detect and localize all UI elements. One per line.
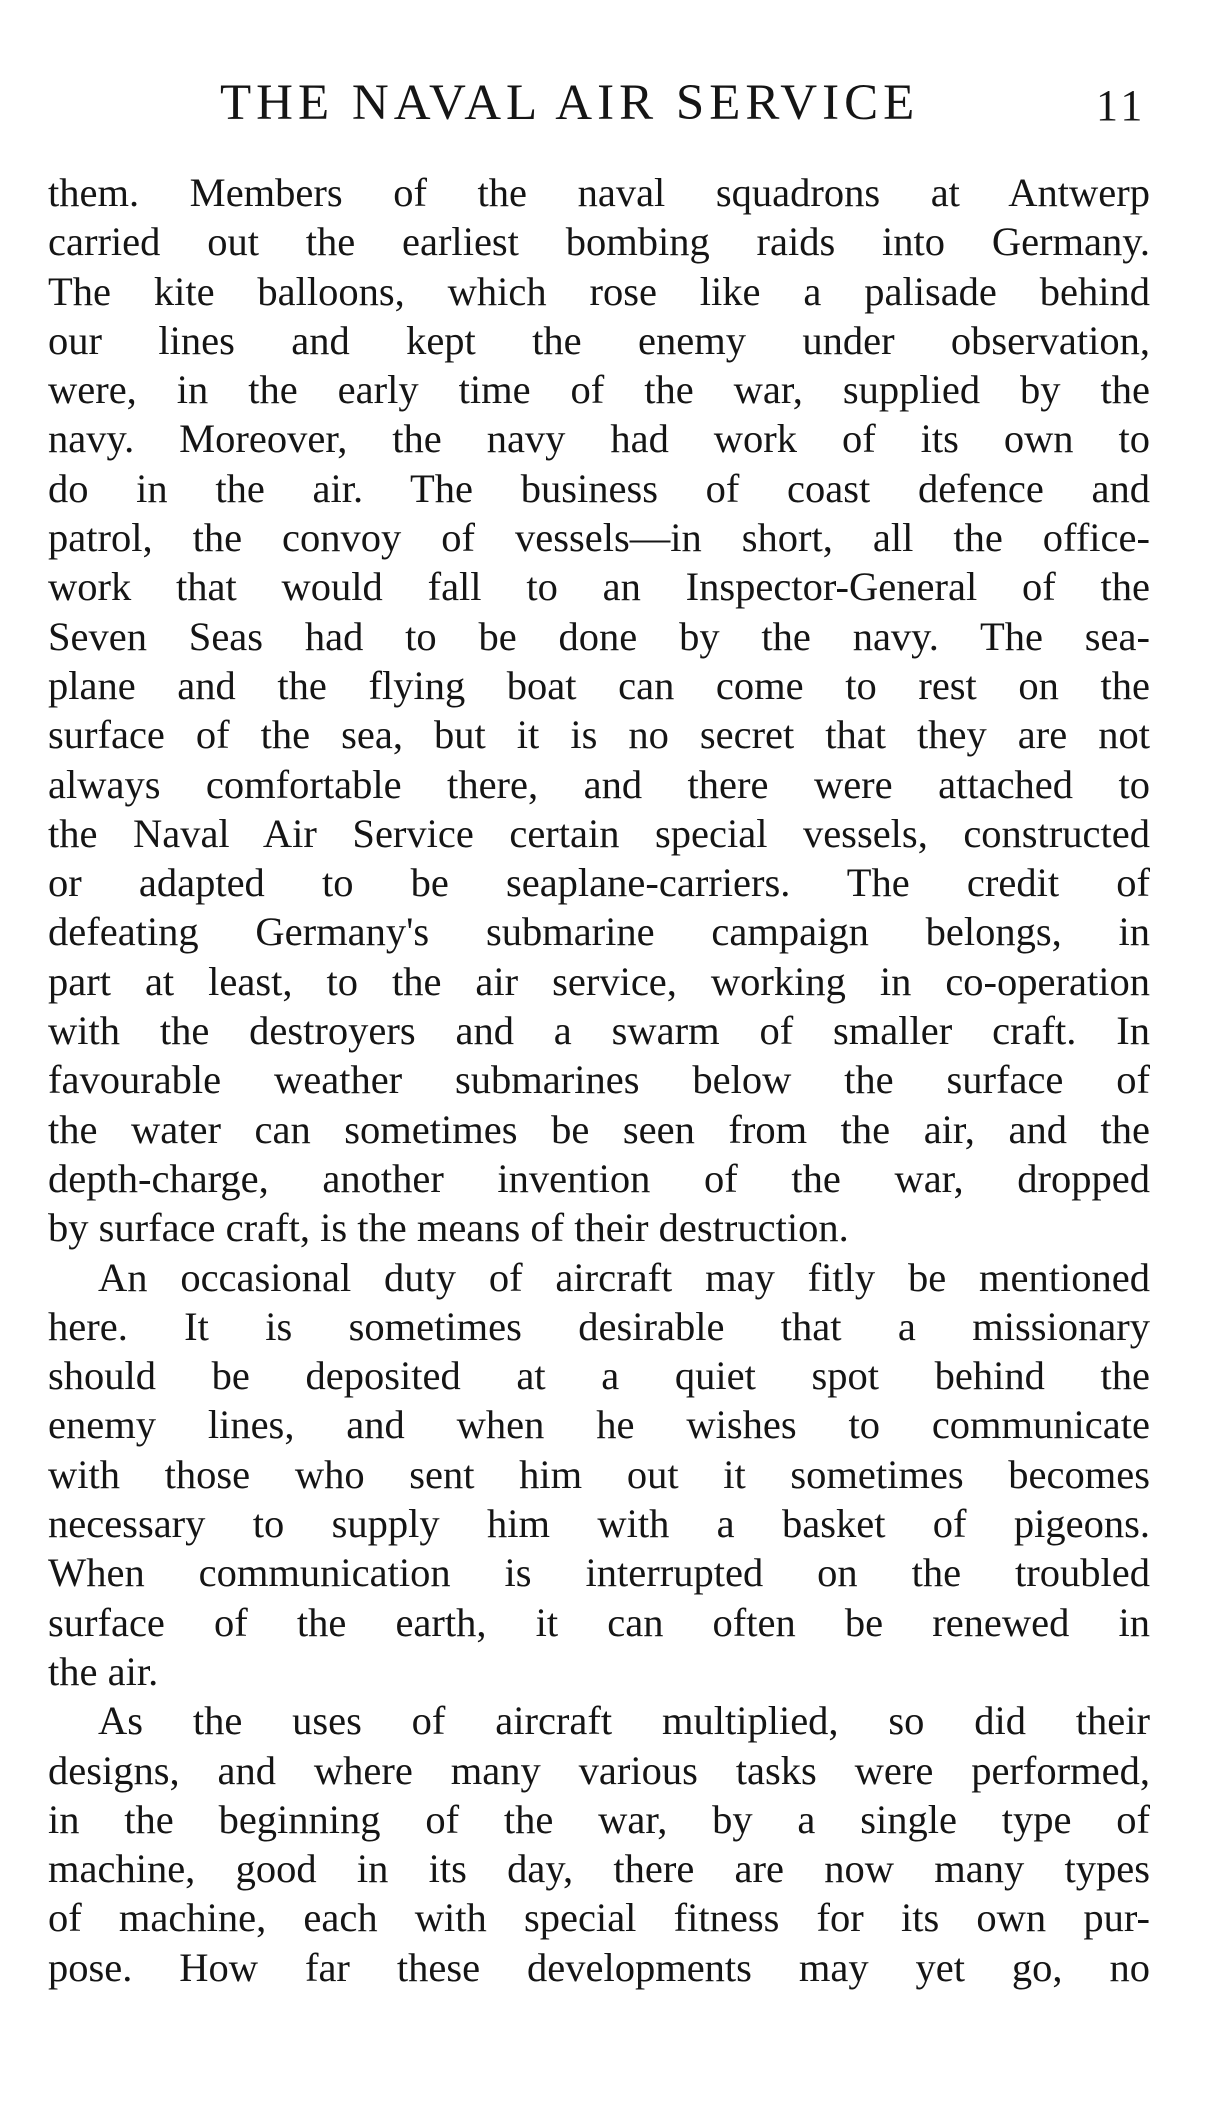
text-line: the air.: [48, 1648, 159, 1694]
text-line: them. Members of the naval squadrons at Antwerp: [48, 170, 1150, 215]
text-line: of machine, each with special fitness for its own pur-: [48, 1895, 1150, 1941]
text-line: here. It is sometimes desirable that a missionary: [48, 1303, 1150, 1349]
text-line: favourable weather submarines below the surface of: [48, 1057, 1150, 1103]
paragraph-first-line: An occasional duty of aircraft may fitly be mentioned: [98, 1254, 1150, 1300]
body-text: [48, 168, 1150, 1992]
text-line: enemy lines, and when he wishes to communicate: [48, 1402, 1150, 1448]
text-line: by surface craft, is the means of their destruction.: [48, 1205, 849, 1251]
text-line: Seven Seas had to be done by the navy. The sea-: [48, 613, 1150, 659]
paragraph-first-line: As the uses of aircraft multiplied, so did their: [98, 1698, 1150, 1744]
text-line: always comfortable there, and there were attached to: [48, 761, 1150, 807]
text-line: machine, good in its day, there are now many types: [48, 1846, 1150, 1892]
text-line: part at least, to the air service, working in co-operation: [48, 958, 1150, 1004]
text-line: the Naval Air Service certain special vessels, constructed: [48, 810, 1150, 856]
text-line: necessary to supply him with a basket of pigeons.: [48, 1501, 1150, 1547]
text-line: depth-charge, another invention of the war, dropped: [48, 1155, 1150, 1201]
text-line: patrol, the convoy of vessels—in short, all the office-: [48, 515, 1150, 561]
text-line: surface of the sea, but it is no secret that they are not: [48, 712, 1150, 758]
text-line: When communication is interrupted on the troubled: [48, 1550, 1150, 1596]
text-line: or adapted to be seaplane-carriers. The credit of: [48, 860, 1150, 906]
text-line: do in the air. The business of coast defence and: [48, 465, 1150, 511]
text-line: surface of the earth, it can often be renewed in: [48, 1599, 1150, 1645]
running-title: THE NAVAL AIR SERVICE: [220, 75, 920, 131]
text-line: defeating Germany's submarine campaign belongs, in: [48, 909, 1150, 955]
text-line: were, in the early time of the war, supplied by the: [48, 367, 1150, 413]
text-line: carried out the earliest bombing raids into Germany.: [48, 219, 1150, 265]
text-line: should be deposited at a quiet spot behind the: [48, 1353, 1150, 1399]
text-line: the water can sometimes be seen from the air, and the: [48, 1106, 1150, 1152]
text-line: The kite balloons, which rose like a palisade behind: [48, 268, 1150, 314]
text-line: in the beginning of the war, by a single type of: [48, 1796, 1150, 1842]
page-number: 11: [1096, 81, 1147, 130]
text-line: plane and the flying boat can come to rest on the: [48, 662, 1150, 708]
text-line: work that would fall to an Inspector-General of the: [48, 564, 1150, 610]
text-line: with those who sent him out it sometimes becomes: [48, 1451, 1150, 1497]
text-line: with the destroyers and a swarm of smaller craft. In: [48, 1008, 1150, 1054]
text-line: our lines and kept the enemy under observation,: [48, 317, 1150, 363]
text-line: navy. Moreover, the navy had work of its own to: [48, 416, 1150, 462]
text-line: pose. How far these developments may yet go, no: [48, 1944, 1150, 1990]
text-line: designs, and where many various tasks were performed,: [48, 1747, 1150, 1793]
